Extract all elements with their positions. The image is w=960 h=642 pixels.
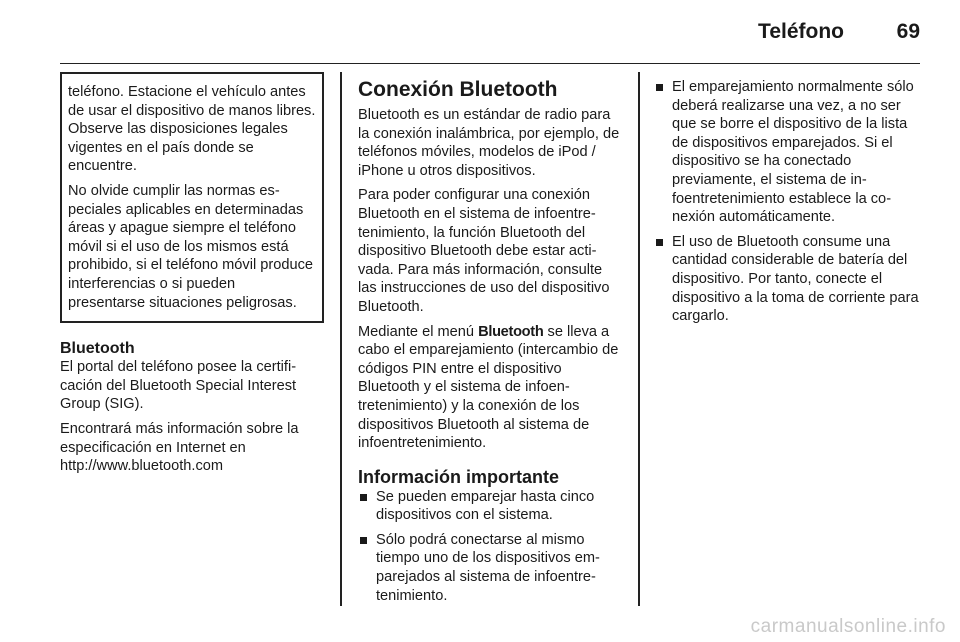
list-item: [358, 488, 620, 525]
bullet-square-icon: [360, 494, 367, 501]
list-item: [654, 78, 922, 227]
column-right: [654, 78, 922, 332]
bluetooth-heading: Bluetooth: [60, 340, 135, 358]
list-item: [358, 531, 620, 605]
page-number: 69: [896, 20, 920, 43]
bullet-square-icon: [656, 239, 663, 246]
middle-paragraph-2: Para poder configurar una conexión Bluetooth en el sistema de infoentretenimiento, la función Bluetooth del dispositivo Bluetooth debe estar activada. Para más información, consulte las instrucciones de uso del dispositivo Bluetooth.: [358, 187, 610, 315]
continued-list: [654, 78, 922, 326]
important-info-heading: Información importante: [358, 466, 560, 487]
list-item-text: Se pueden emparejar hasta cinco dispositivos con el sistema.: [376, 488, 595, 524]
column-divider-right: [638, 72, 640, 606]
page-title: Teléfono: [758, 20, 844, 43]
column-divider-left: [340, 72, 342, 606]
paragraph-3-lead: Mediante el menú: [358, 323, 479, 340]
important-info-list: [358, 488, 620, 606]
safety-notice-box: [60, 72, 324, 323]
bluetooth-paragraph-1: El portal del teléfono posee la certificación del Bluetooth Special Interest Group (SIG).: [60, 359, 297, 413]
watermark-text: carmanualsonline.info: [750, 616, 946, 637]
list-item-text: El emparejamiento normalmente sólo deberá realizarse una vez, a no ser que se borre el dispositivo de la lista de dispositivos emparejados. Si el dispositivo se ha conectado previamente, el sistema de infoentretenimiento establece la conexión automáticamente.: [672, 79, 914, 226]
section-heading: Conexión Bluetooth: [358, 78, 558, 101]
bullet-square-icon: [656, 84, 663, 91]
paragraph-3-rest: se lleva a cabo el emparejamiento (intercambio de códigos PIN entre el dispositivo Bluetooth y el sistema de infoentretenimiento) y la conexión de los dispositivos Bluetooth al sistema de infoentretenimiento.: [358, 323, 619, 452]
bluetooth-paragraph-2: Encontrará más información sobre la especificación en Internet en http://www.bluetooth.com: [60, 420, 299, 475]
column-left: [60, 72, 324, 482]
middle-paragraph-1: Bluetooth es un estándar de radio para la conexión inalámbrica, por ejemplo, de teléfonos móviles, modelos de iPod / iPhone u otros dispositivos.: [358, 107, 620, 179]
middle-paragraph-3: [358, 323, 620, 453]
bluetooth-menu-term: Bluetooth: [478, 323, 544, 340]
list-item: [654, 233, 922, 326]
column-middle: [358, 78, 620, 611]
bullet-square-icon: [360, 537, 367, 544]
notice-paragraph-1: teléfono. Estacione el vehículo antes de usar el dispositivo de manos libres. Observe las disposiciones legales vigentes en el país donde se encuentre.: [68, 84, 316, 175]
page-header: [60, 18, 920, 64]
list-item-text: El uso de Bluetooth consume una cantidad considerable de batería del dispositivo. Por tanto, conecte el dispositivo a la toma de corriente para cargarlo.: [672, 233, 919, 325]
list-item-text: Sólo podrá conectarse al mismo tiempo uno de los dispositivos emparejados al sistema de infoentretenimiento.: [376, 531, 600, 604]
notice-paragraph-2: No olvide cumplir las normas especiales aplicables en determinadas áreas y apague siempre el teléfono móvil si el uso de los mismos está prohibido, si el teléfono móvil produce interferencias o si pueden presentarse situaciones peligrosas.: [68, 182, 313, 311]
